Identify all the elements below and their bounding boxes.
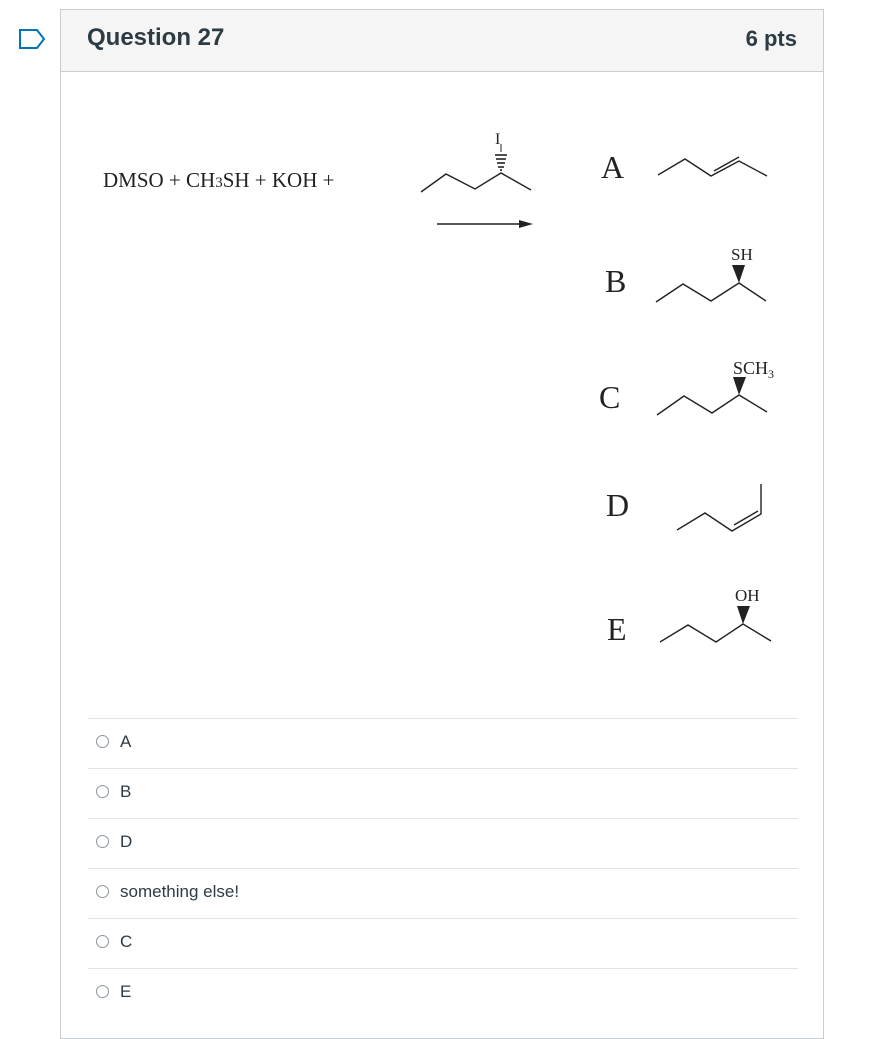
option-c-letter: C [599,379,621,415]
option-e-letter: E [607,611,627,647]
question-points: 6 pts [745,26,797,51]
reactant-iodine: I [495,131,501,148]
answer-label: C [120,932,133,951]
option-e-structure [660,624,771,642]
question-title: Question 27 [87,24,225,51]
option-d-letter: D [606,487,630,523]
reactant-structure [421,173,531,192]
flag-question-icon[interactable] [18,28,46,50]
option-b-substituent: SH [731,245,753,264]
option-a-letter: A [601,149,625,185]
reaction-arrow [437,220,533,228]
reagents-text: DMSO + CH3SH + KOH + [103,168,335,192]
question-header [61,10,823,72]
wedge-bond-icon [732,265,745,283]
answer-option-a[interactable] [88,718,798,768]
option-c-substituent: $SCH_3$ [733,358,775,381]
answer-label: B [120,782,132,801]
radio-button[interactable] [96,835,109,848]
radio-button[interactable] [96,735,109,748]
option-b-structure [656,283,766,302]
answer-option-e[interactable] [88,968,798,1018]
answer-option-b[interactable] [88,768,798,818]
radio-button[interactable] [96,785,109,798]
reaction-figure [61,72,823,712]
answer-option-d[interactable] [88,818,798,868]
radio-button[interactable] [96,935,109,948]
radio-button[interactable] [96,885,109,898]
answer-label: D [120,832,133,851]
wedge-bond-icon [737,606,750,624]
answer-option-c[interactable] [88,918,798,968]
answer-label: something else! [120,882,240,901]
answer-list [88,718,798,1018]
answer-label: E [120,982,132,1001]
answer-label: A [120,732,132,751]
hashed-wedge-icon [495,144,507,171]
radio-button[interactable] [96,985,109,998]
question-card [60,9,824,1039]
wedge-bond-icon [733,377,746,395]
option-c-structure [657,395,767,415]
option-e-substituent: OH [735,586,760,605]
answer-option-something-else[interactable] [88,868,798,918]
option-b-letter: B [605,263,627,299]
option-d-structure [677,484,761,531]
option-a-structure [658,157,767,176]
